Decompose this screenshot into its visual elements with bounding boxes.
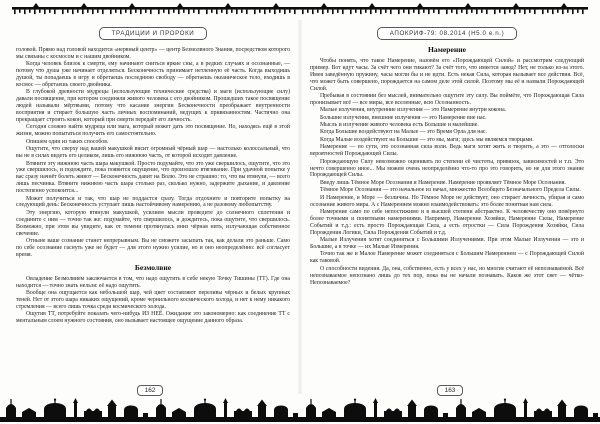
paragraph: Может получиться и так, что шар не поддастся сразу. Тогда отдохните и повторите попытку на следующий день: Бесконечность уступает лишь настойчивому намерению, а не разовому любопытству.: [16, 195, 290, 209]
paragraph: Чтобы понять, что такое Намерение, назовём его «Порождающей Силой» и рассмотрим следующий пример. Вот идут часы. За счёт чего они тикают? За счёт того, что имеется завод? Нет, не только из-за этого. Имея заведённую пружину, часы могли бы и не идти. Есть некая Сила, которая вызывает все действия. Всё, что может быть совершено, порождается на самом деле этой силой. Поэтому мы её и назвали Порождающей Силой.: [310, 57, 584, 92]
paragraph: головой. Прямо над головой находится «нервный центр» — центр Безмолвного Знания, посредством которого мы связаны с космосом и с нашим двойником.: [16, 47, 290, 60]
city-skyline-ornament-icon: [0, 398, 600, 422]
paragraph: Овладение Безмолвием заключается в том, что надо ощутить в себе некую Точку Тишины (ТТ). Где она находится — точно знать нельзя: её надо ощутить.: [16, 275, 290, 289]
left-page-body: [16, 47, 290, 325]
paragraph: В глубокой древности мудрецы (использующие технические средства) и маги (использующие силу) давали посвящение, при котором соединяли живого человека с его двойником. Прошедших такое посвящение людей называли мёртвыми, потому что касание энергии Бесконечности преображает внутренности восприятия и стирает большую часть личных воспоминаний, ведущих к привязанностям. Частично она прекращает строить кокон, который при смерти передаёт его личность.: [16, 89, 290, 124]
paragraph: О способности видения. Да, она, собственно, есть у всех у нас, но многие считают её непознаваемой. Всё непознаваемое непознано лишь до тех пор, пока вы не начали познавать. Каков же этот свет — чётко-Непознаваемое?: [310, 265, 584, 286]
paragraph: Точно так же и Малое Намерение может соединяться с Большим Намерением — с Порождающей Силой как таковой.: [310, 251, 584, 265]
page-gutter: [297, 20, 303, 394]
paragraph: Отныне ваше сознание станет непрерывным. Вы не сможете засыпать так, как делали это раньше. Само по себе осознание гаснуть уже не будет — для этого нужно усилие, но и оно неопределённо: всё согласует время.: [16, 237, 290, 258]
left-page-footer: [0, 379, 300, 397]
paragraph: Когда человек близок к смерти, ему начинают сниться яркие сны, а в редких случаях и осознанные, — потому что душа уже начинает отделяться. Бесконечность принимает нетленную её часть. Когда выходишь душой, ты попадаешь в игру и обретаешь последнюю свободу — обретаешь океаническое тело, входишь в космос — обретаешь своего двойника.: [16, 61, 290, 89]
paragraph: Вообще она ощущается как небольшой шар, чей цвет составляют переливы чёрных и белых крупных теней. Нет от этого шара никаких ощущений, кроме чернильного космического холода, и нет к нему никакого стремления — всего лишь точка среди космического холода.: [16, 289, 290, 310]
paragraph: Ощутив ТТ, потребуйте показать чего-нибудь ИЗ НЕЁ. Ожидание это закономерно: как соединение ТТ с ментальным слоем нужного состояния, оно вызывает настоящее ощущение данного образа.: [16, 311, 290, 325]
paragraph: Эту энергию, которую втянули макушкой, усилием мысли проведите до солнечного сплетения и соедините с ним — точно так же: подумайте, что свершилось, и дождитесь, пока ощутите, что свершилось. Возможно, при этом вы увидите, как от темени протянулась вниз чёрная нить, излучающая собственное свечение.: [16, 209, 290, 237]
section-heading: Намерение: [428, 45, 466, 54]
right-page-footer: [300, 379, 600, 397]
paragraph: Когда Большие воздействуют на Малые — это Время Орла для нас.: [320, 129, 487, 136]
paragraph: Втяните эту нижнюю часть шара макушкой. Просто подумайте, что это уже свершилось, ощутите, что это уже свершилось, и подождите, пока появится ощущение, что произошло втягивание. При удачной попытке у вас сразу начнёт болеть живот — Бесконечность давит на Волю. Это не страшно: то, что вы втянули, — всего лишь песчинка. Втяните нижнюю часть шара столько раз, сколько нужно, задержите дыхание, и давление постепенно успокоится...: [16, 160, 290, 195]
top-ornament-border-icon: [12, 3, 588, 17]
paragraph: Малые излучения, внутренние излучения — это Намерение внутри кокона.: [320, 107, 507, 114]
paragraph: Намерение само по себе непостижимо и в высшей степени абстрактно. К человечеству оно повёрнуто более точными и понятными намерениями. Например, Намерение Хозяйки, Намерение Силы, Намерение Событий и т.д.: есть просто Порождающая Сила, а есть отростки — Сила Порождения Хозяйки, Сила Порождения Логики, Сила Порождения Событий и т.д.: [310, 208, 584, 236]
page-number-left: 162: [137, 385, 164, 396]
paragraph: Когда Малые воздействуют на Большие — это мы, маги; здесь мы являемся творцами.: [320, 136, 534, 143]
paragraph: Тёмное Море Осознания — это начальное из начал, множество Всеобщего Безначального Предела Силы.: [320, 187, 581, 194]
right-page: [310, 22, 584, 380]
section-heading: Безмолвие: [134, 262, 172, 272]
paragraph: Ощутите, что сверху над вашей макушкой висит огромный чёрный шар — настолько колоссальный, что вы не в силах видеть его целиком, лишь его нижнюю часть, от которой исходит давление.: [16, 146, 290, 160]
paragraph: Намерение — по сути, это осознанная сила воли. Ведь маги хотят жить и творить, а это — отголоски вероятностей Порождающей Силы.: [310, 144, 584, 158]
right-page-body: [310, 47, 584, 286]
left-page: [16, 22, 290, 380]
paragraph: Сегодня сложно найти мудреца или мага, который может дать это посвящение. Но, находясь ещё в этой жизни, можно попытаться получить его самостоятельно.: [16, 124, 290, 138]
running-header-right: АПОКРИФ-79: 08.2014 (H5.0 e.n.): [377, 27, 518, 40]
paragraph: Мысль и излучение живого человека есть Большие и малейшие.: [320, 122, 479, 129]
paragraph: Опишем один из таких способов.: [26, 138, 109, 145]
paragraph: Введу лишь Тёмное Море Осознания и Намерение. Намерение проявляет Тёмное Море Осознания.: [320, 179, 566, 186]
left-page-header: [16, 22, 290, 40]
paragraph: Малые Излучения хотят соединяться с Большими Излучениями. При этом Малые Излучения — это и Большие, а в точке — их Малые Измерения.: [310, 237, 584, 250]
paragraph: И Намерение, и Море — безличны. Но Тёмное Море не действует, оно стирает личность, убирая и само осознание живого мира. А с Намерением можно взаимодействовать: это более понятная нам сила.: [310, 194, 584, 208]
page-number-right: 163: [437, 385, 464, 396]
running-header-left: ТРАДИЦИИ И ПРОРОКИ: [99, 27, 208, 40]
paragraph: Большие излучения, внешние излучения — это Намерение вне нас.: [320, 114, 487, 121]
paragraph: Пребывая в состоянии без мыслей, внимательно ощутите эту силу. Вы поймёте, что Порождающая Сила пронизывает всё — все миры, все вселенные, всю Осознанность.: [310, 92, 584, 106]
right-page-header: [310, 22, 584, 40]
paragraph: Порождающую Силу невозможно оценивать по степени её чистоты, привязок, зависимостей и т.п. Это нечто совершенно иное... Мы можем очень неопределённо что-то про это говорить, но не для этого знание Порождающей Силы.: [310, 158, 584, 179]
